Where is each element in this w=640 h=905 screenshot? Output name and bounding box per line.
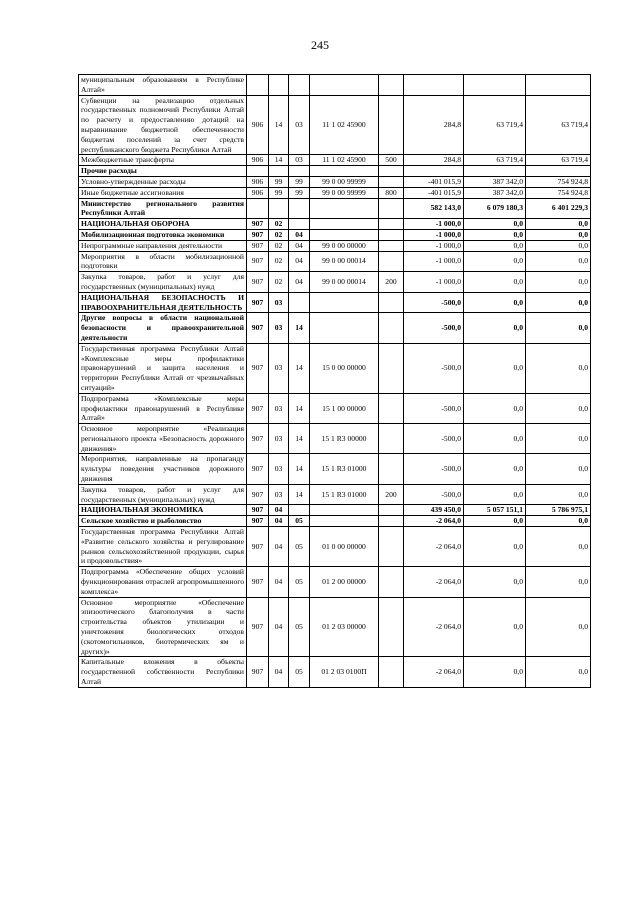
row-amount-3-cell: 6 401 229,3 (526, 198, 591, 219)
row-section-code-cell: 03 (269, 343, 289, 393)
row-amount-1-cell: 284,8 (404, 95, 464, 155)
row-amount-3-cell: 63 719,4 (526, 155, 591, 166)
row-target-article-cell: 15 1 R3 01000 (310, 454, 379, 484)
row-ministry-code-cell: 907 (247, 516, 269, 527)
row-subsection-code-cell: 05 (289, 516, 310, 527)
row-subsection-code-cell: 05 (289, 527, 310, 567)
row-ministry-code-cell: 907 (247, 527, 269, 567)
table-row (79, 292, 591, 313)
row-section-code-cell: 04 (269, 657, 289, 687)
row-expense-type-cell (379, 292, 404, 313)
row-name-cell: Межбюджетные трансферты (79, 155, 247, 166)
row-section-code-cell: 02 (269, 251, 289, 272)
row-subsection-code-cell: 14 (289, 343, 310, 393)
row-amount-2-cell: 6 079 180,3 (464, 198, 526, 219)
row-amount-2-cell: 0,0 (464, 424, 526, 454)
row-target-article-cell: 01 2 03 00000 (310, 597, 379, 657)
row-amount-1-cell: -500,0 (404, 424, 464, 454)
page-number: 245 (311, 38, 329, 52)
row-name-cell: Субвенции на реализацию отдельных государственных полномочий Республики Алтай по расчету и предоставлению дотаций на выравнивание бюджетной обеспеченности бюджетам поселений за счет средств республиканского бюджета Республики Алтай (79, 95, 247, 155)
table-row (79, 505, 591, 516)
row-amount-3-cell: 0,0 (526, 567, 591, 597)
row-amount-3-cell: 0,0 (526, 484, 591, 505)
row-expense-type-cell: 800 (379, 187, 404, 198)
row-amount-1-cell: 582 143,0 (404, 198, 464, 219)
row-expense-type-cell (379, 505, 404, 516)
row-section-code-cell: 99 (269, 187, 289, 198)
row-target-article-cell (310, 75, 379, 96)
table-row (79, 240, 591, 251)
row-expense-type-cell (379, 176, 404, 187)
row-amount-2-cell: 0,0 (464, 527, 526, 567)
row-name-cell: Министерство регионального развития Республики Алтай (79, 198, 247, 219)
row-target-article-cell: 11 1 02 45900 (310, 155, 379, 166)
row-amount-2-cell: 0,0 (464, 484, 526, 505)
row-subsection-code-cell: 05 (289, 657, 310, 687)
row-subsection-code-cell (289, 505, 310, 516)
row-amount-3-cell: 754 924,8 (526, 187, 591, 198)
row-name-cell: Условно-утвержденные расходы (79, 176, 247, 187)
row-section-code-cell: 02 (269, 272, 289, 293)
row-ministry-code-cell: 907 (247, 505, 269, 516)
row-expense-type-cell (379, 657, 404, 687)
row-target-article-cell: 99 0 00 00014 (310, 272, 379, 293)
row-amount-3-cell: 0,0 (526, 229, 591, 240)
row-amount-1-cell: -401 015,9 (404, 176, 464, 187)
row-subsection-code-cell (289, 75, 310, 96)
table-row (79, 484, 591, 505)
row-amount-2-cell: 0,0 (464, 567, 526, 597)
row-ministry-code-cell: 907 (247, 240, 269, 251)
row-amount-2-cell (464, 75, 526, 96)
row-name-cell: Мобилизационная подготовка экономики (79, 229, 247, 240)
row-amount-3-cell: 0,0 (526, 393, 591, 423)
row-target-article-cell: 15 0 00 00000 (310, 343, 379, 393)
row-amount-2-cell: 0,0 (464, 219, 526, 230)
row-amount-2-cell: 387 342,0 (464, 187, 526, 198)
row-section-code-cell: 03 (269, 424, 289, 454)
row-subsection-code-cell: 04 (289, 251, 310, 272)
row-amount-2-cell: 0,0 (464, 272, 526, 293)
row-subsection-code-cell: 14 (289, 393, 310, 423)
row-name-cell: Основное мероприятие «Реализация регионального проекта «Безопасность дорожного движения» (79, 424, 247, 454)
row-section-code-cell: 03 (269, 292, 289, 313)
row-amount-2-cell: 0,0 (464, 240, 526, 251)
row-expense-type-cell (379, 527, 404, 567)
row-expense-type-cell (379, 393, 404, 423)
row-amount-1-cell: -500,0 (404, 393, 464, 423)
table-row (79, 95, 591, 155)
row-section-code-cell: 99 (269, 176, 289, 187)
row-amount-2-cell: 63 719,4 (464, 155, 526, 166)
table-row (79, 657, 591, 687)
table-row (79, 343, 591, 393)
row-name-cell: Основное мероприятие «Обеспечение эпизоотического благополучия в части строительства объектов утилизации и уничтожения биологических отходов (скотомогильников, биотермических ям и других)» (79, 597, 247, 657)
row-amount-3-cell: 0,0 (526, 272, 591, 293)
row-amount-2-cell: 0,0 (464, 251, 526, 272)
row-subsection-code-cell: 03 (289, 95, 310, 155)
row-name-cell: Подпрограмма «Комплексные меры профилактики правонарушений в Республике Алтай» (79, 393, 247, 423)
row-section-code-cell (269, 75, 289, 96)
row-amount-2-cell: 0,0 (464, 292, 526, 313)
row-target-article-cell: 99 0 00 00014 (310, 251, 379, 272)
row-subsection-code-cell: 05 (289, 597, 310, 657)
row-ministry-code-cell: 907 (247, 229, 269, 240)
row-amount-1-cell: -500,0 (404, 484, 464, 505)
row-section-code-cell: 04 (269, 516, 289, 527)
row-section-code-cell: 04 (269, 505, 289, 516)
row-name-cell: Подпрограмма «Обеспечение общих условий функционирования отраслей агропромышленного комплекса» (79, 567, 247, 597)
row-subsection-code-cell: 99 (289, 176, 310, 187)
row-expense-type-cell (379, 219, 404, 230)
row-name-cell: Непрограммные направления деятельности (79, 240, 247, 251)
table-row (79, 198, 591, 219)
row-amount-1-cell: -500,0 (404, 343, 464, 393)
row-amount-2-cell: 0,0 (464, 393, 526, 423)
row-expense-type-cell (379, 454, 404, 484)
row-section-code-cell: 04 (269, 527, 289, 567)
table-row (79, 166, 591, 177)
row-subsection-code-cell: 14 (289, 484, 310, 505)
row-amount-1-cell: -500,0 (404, 454, 464, 484)
table-row (79, 75, 591, 96)
row-subsection-code-cell: 04 (289, 272, 310, 293)
row-section-code-cell: 04 (269, 567, 289, 597)
table-row (79, 176, 591, 187)
row-ministry-code-cell: 906 (247, 187, 269, 198)
row-amount-1-cell (404, 166, 464, 177)
row-amount-1-cell: -1 000,0 (404, 272, 464, 293)
row-ministry-code-cell: 907 (247, 424, 269, 454)
row-ministry-code-cell: 907 (247, 343, 269, 393)
table-row (79, 597, 591, 657)
row-expense-type-cell: 500 (379, 155, 404, 166)
row-amount-2-cell: 63 719,4 (464, 95, 526, 155)
row-name-cell: Сельское хозяйство и рыболовство (79, 516, 247, 527)
table-row (79, 393, 591, 423)
row-target-article-cell: 15 1 00 00000 (310, 393, 379, 423)
row-name-cell: Иные бюджетные ассигнования (79, 187, 247, 198)
row-subsection-code-cell (289, 198, 310, 219)
row-target-article-cell (310, 516, 379, 527)
row-amount-1-cell: -401 015,9 (404, 187, 464, 198)
row-amount-3-cell: 0,0 (526, 424, 591, 454)
row-name-cell: Прочие расходы (79, 166, 247, 177)
row-amount-1-cell: -1 000,0 (404, 240, 464, 251)
row-ministry-code-cell: 907 (247, 393, 269, 423)
row-target-article-cell (310, 229, 379, 240)
row-expense-type-cell (379, 343, 404, 393)
row-expense-type-cell (379, 313, 404, 343)
row-target-article-cell: 01 2 00 00000 (310, 567, 379, 597)
row-name-cell: Другие вопросы в области национальной безопасности и правоохранительной деятельности (79, 313, 247, 343)
row-subsection-code-cell: 04 (289, 229, 310, 240)
row-amount-1-cell: -2 064,0 (404, 597, 464, 657)
row-name-cell: Закупка товаров, работ и услуг для государственных (муниципальных) нужд (79, 484, 247, 505)
row-amount-1-cell: -2 064,0 (404, 567, 464, 597)
row-amount-1-cell: -2 064,0 (404, 527, 464, 567)
budget-table-body (79, 75, 591, 688)
table-row (79, 454, 591, 484)
row-subsection-code-cell: 14 (289, 424, 310, 454)
row-amount-2-cell: 387 342,0 (464, 176, 526, 187)
row-name-cell: Мероприятия в области мобилизационной подготовки (79, 251, 247, 272)
row-ministry-code-cell: 907 (247, 454, 269, 484)
row-name-cell: муниципальным образованиям в Республике Алтай» (79, 75, 247, 96)
row-expense-type-cell (379, 166, 404, 177)
row-amount-2-cell: 0,0 (464, 343, 526, 393)
row-ministry-code-cell: 907 (247, 219, 269, 230)
row-section-code-cell (269, 166, 289, 177)
row-expense-type-cell (379, 516, 404, 527)
row-amount-1-cell: -1 000,0 (404, 219, 464, 230)
row-subsection-code-cell: 99 (289, 187, 310, 198)
row-amount-3-cell: 0,0 (526, 527, 591, 567)
row-amount-2-cell: 0,0 (464, 597, 526, 657)
row-amount-3-cell: 0,0 (526, 292, 591, 313)
row-amount-3-cell: 0,0 (526, 597, 591, 657)
row-expense-type-cell (379, 240, 404, 251)
row-target-article-cell (310, 219, 379, 230)
row-ministry-code-cell: 906 (247, 95, 269, 155)
row-amount-1-cell: -500,0 (404, 292, 464, 313)
table-row (79, 527, 591, 567)
row-ministry-code-cell (247, 166, 269, 177)
row-target-article-cell: 11 1 02 45900 (310, 95, 379, 155)
row-ministry-code-cell: 907 (247, 484, 269, 505)
row-name-cell: Государственная программа Республики Алтай «Развитие сельского хозяйства и регулирование рынков сельскохозяйственной продукции, сырья и продовольствия» (79, 527, 247, 567)
row-expense-type-cell: 200 (379, 272, 404, 293)
row-amount-2-cell: 0,0 (464, 313, 526, 343)
row-target-article-cell: 15 1 R3 00000 (310, 424, 379, 454)
row-amount-2-cell: 0,0 (464, 657, 526, 687)
row-subsection-code-cell: 14 (289, 313, 310, 343)
row-ministry-code-cell: 906 (247, 155, 269, 166)
row-expense-type-cell (379, 95, 404, 155)
row-target-article-cell (310, 198, 379, 219)
row-amount-3-cell: 0,0 (526, 516, 591, 527)
row-ministry-code-cell: 907 (247, 272, 269, 293)
row-name-cell: Капитальные вложения в объекты государственной собственности Республики Алтай (79, 657, 247, 687)
row-subsection-code-cell: 03 (289, 155, 310, 166)
row-amount-1-cell: -1 000,0 (404, 229, 464, 240)
row-amount-3-cell: 0,0 (526, 251, 591, 272)
row-amount-3-cell: 0,0 (526, 657, 591, 687)
row-amount-1-cell: -500,0 (404, 313, 464, 343)
row-amount-1-cell: -2 064,0 (404, 516, 464, 527)
row-ministry-code-cell: 907 (247, 292, 269, 313)
row-amount-3-cell (526, 166, 591, 177)
row-target-article-cell: 01 0 00 00000 (310, 527, 379, 567)
row-target-article-cell: 15 1 R3 01000 (310, 484, 379, 505)
table-row (79, 313, 591, 343)
row-amount-3-cell: 0,0 (526, 343, 591, 393)
row-ministry-code-cell: 907 (247, 567, 269, 597)
row-name-cell: НАЦИОНАЛЬНАЯ ЭКОНОМИКА (79, 505, 247, 516)
row-name-cell: Мероприятия, направленные на пропаганду культуры поведения участников дорожного движения (79, 454, 247, 484)
row-amount-3-cell (526, 75, 591, 96)
row-amount-3-cell: 754 924,8 (526, 176, 591, 187)
row-expense-type-cell (379, 251, 404, 272)
row-target-article-cell: 01 2 03 0100П (310, 657, 379, 687)
table-row (79, 567, 591, 597)
row-ministry-code-cell: 906 (247, 176, 269, 187)
row-ministry-code-cell: 907 (247, 251, 269, 272)
row-target-article-cell: 99 0 00 99999 (310, 187, 379, 198)
row-amount-1-cell: -1 000,0 (404, 251, 464, 272)
row-amount-1-cell: 284,8 (404, 155, 464, 166)
table-row (79, 516, 591, 527)
row-expense-type-cell (379, 75, 404, 96)
row-amount-2-cell: 0,0 (464, 229, 526, 240)
row-amount-3-cell: 0,0 (526, 313, 591, 343)
row-target-article-cell (310, 166, 379, 177)
row-subsection-code-cell (289, 166, 310, 177)
table-row (79, 229, 591, 240)
budget-table (78, 74, 591, 688)
row-subsection-code-cell (289, 292, 310, 313)
row-section-code-cell: 02 (269, 240, 289, 251)
row-amount-3-cell: 63 719,4 (526, 95, 591, 155)
row-amount-3-cell: 5 786 975,1 (526, 505, 591, 516)
row-section-code-cell: 03 (269, 484, 289, 505)
row-ministry-code-cell (247, 198, 269, 219)
row-amount-2-cell: 0,0 (464, 454, 526, 484)
row-section-code-cell: 03 (269, 393, 289, 423)
row-ministry-code-cell: 907 (247, 657, 269, 687)
row-target-article-cell: 99 0 00 99999 (310, 176, 379, 187)
table-row (79, 219, 591, 230)
row-target-article-cell (310, 313, 379, 343)
row-target-article-cell (310, 505, 379, 516)
row-amount-1-cell (404, 75, 464, 96)
row-expense-type-cell: 200 (379, 484, 404, 505)
row-amount-1-cell: -2 064,0 (404, 657, 464, 687)
row-amount-3-cell: 0,0 (526, 219, 591, 230)
row-ministry-code-cell: 907 (247, 313, 269, 343)
row-expense-type-cell (379, 567, 404, 597)
row-ministry-code-cell (247, 75, 269, 96)
row-section-code-cell: 03 (269, 313, 289, 343)
row-name-cell: НАЦИОНАЛЬНАЯ ОБОРОНА (79, 219, 247, 230)
row-subsection-code-cell: 14 (289, 454, 310, 484)
row-name-cell: Государственная программа Республики Алтай «Комплексные меры профилактики правонарушений и защита населения и территории Республики Алтай от чрезвычайных ситуаций» (79, 343, 247, 393)
table-row (79, 187, 591, 198)
row-amount-1-cell: 439 450,0 (404, 505, 464, 516)
row-section-code-cell: 04 (269, 597, 289, 657)
row-amount-3-cell: 0,0 (526, 454, 591, 484)
row-section-code-cell: 02 (269, 219, 289, 230)
row-section-code-cell: 02 (269, 229, 289, 240)
row-expense-type-cell (379, 198, 404, 219)
row-name-cell: Закупка товаров, работ и услуг для государственных (муниципальных) нужд (79, 272, 247, 293)
row-expense-type-cell (379, 597, 404, 657)
row-subsection-code-cell: 04 (289, 240, 310, 251)
row-section-code-cell: 14 (269, 155, 289, 166)
table-row (79, 251, 591, 272)
row-section-code-cell: 14 (269, 95, 289, 155)
row-subsection-code-cell: 05 (289, 567, 310, 597)
row-amount-2-cell (464, 166, 526, 177)
row-name-cell: НАЦИОНАЛЬНАЯ БЕЗОПАСНОСТЬ И ПРАВООХРАНИТЕЛЬНАЯ ДЕЯТЕЛЬНОСТЬ (79, 292, 247, 313)
row-amount-2-cell: 5 057 151,1 (464, 505, 526, 516)
row-section-code-cell: 03 (269, 454, 289, 484)
table-row (79, 272, 591, 293)
row-subsection-code-cell (289, 219, 310, 230)
row-expense-type-cell (379, 424, 404, 454)
row-ministry-code-cell: 907 (247, 597, 269, 657)
table-row (79, 155, 591, 166)
row-expense-type-cell (379, 229, 404, 240)
row-target-article-cell: 99 0 00 00000 (310, 240, 379, 251)
table-row (79, 424, 591, 454)
row-section-code-cell (269, 198, 289, 219)
row-target-article-cell (310, 292, 379, 313)
row-amount-2-cell: 0,0 (464, 516, 526, 527)
row-amount-3-cell: 0,0 (526, 240, 591, 251)
